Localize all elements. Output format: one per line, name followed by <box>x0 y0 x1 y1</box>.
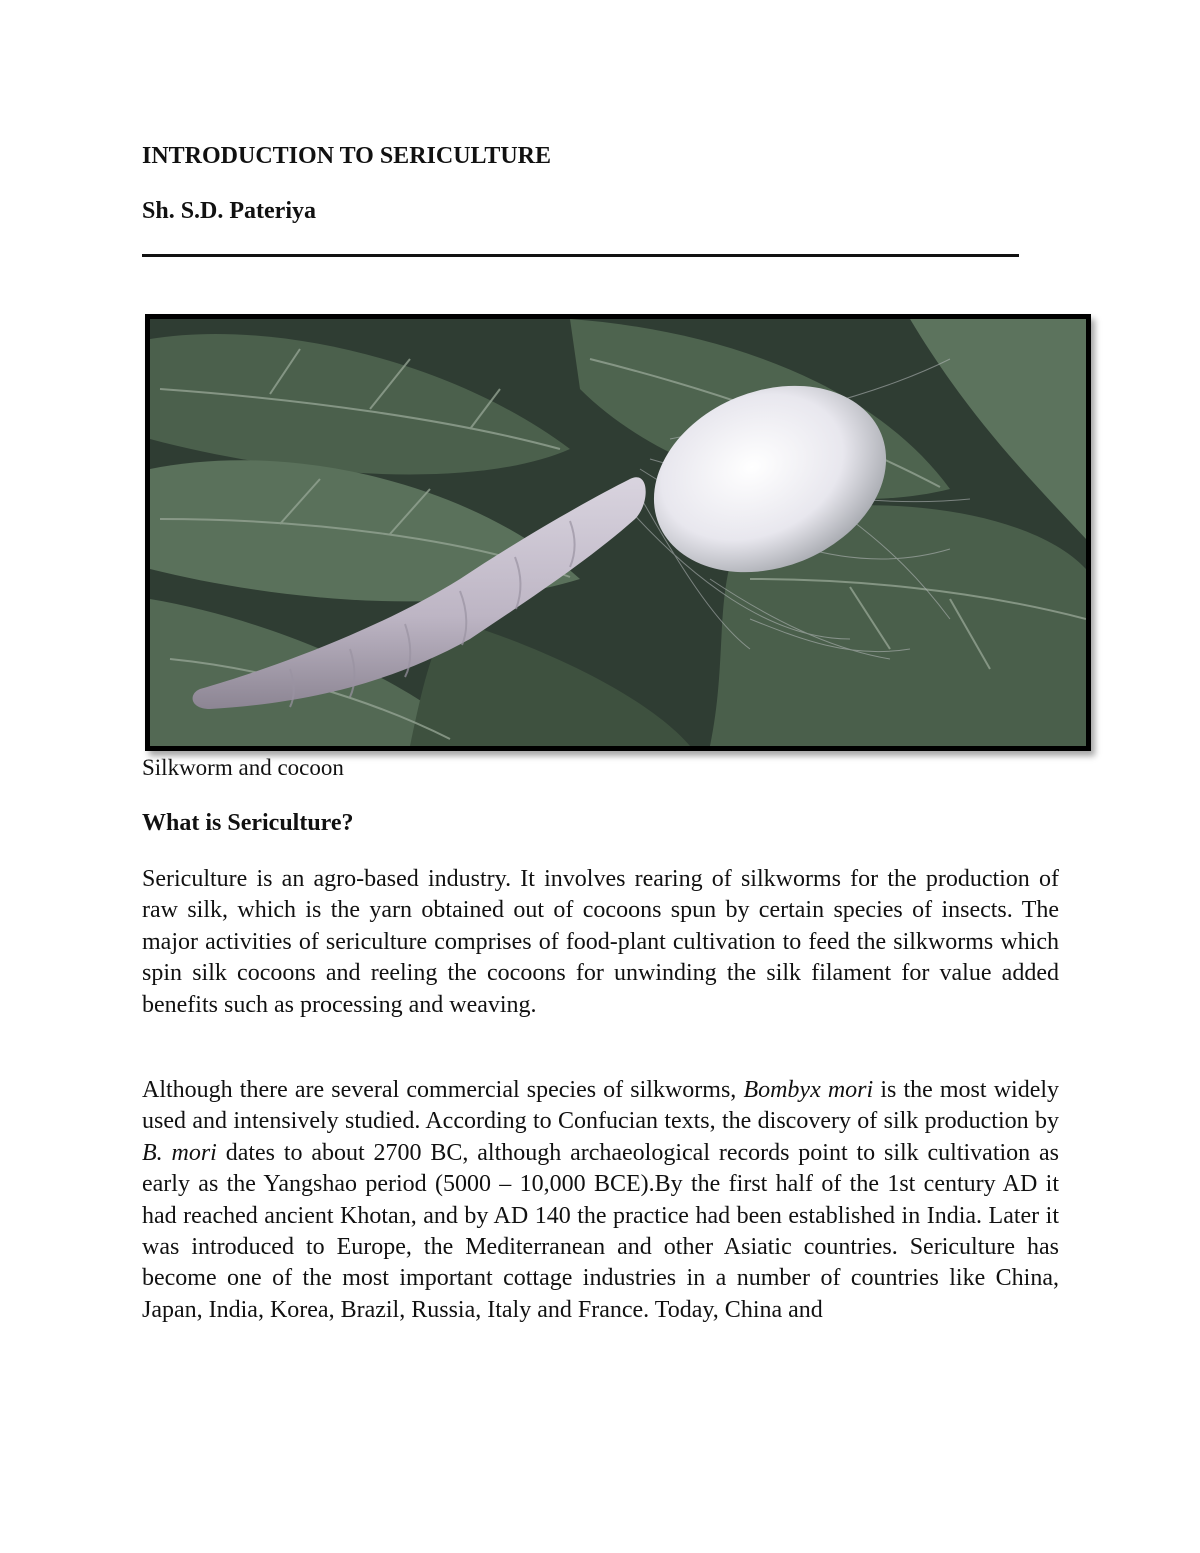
title-divider <box>142 254 1019 257</box>
paragraph-history-text: dates to about 2700 BC, although archaeological records point to silk cultivation as early as the Yangshao period (5000 – 10,000 BCE).By the first half of the 1st century AD it had reached ancient Khotan, and by AD 140 the practice had been established in India. Later it was introduced to Europe, the Mediterranean and other Asiatic countries. Sericulture has become one of the most important cottage industries in a number of countries like China, Japan, India, Korea, Brazil, Russia, Italy and France. Today, China and <box>142 1139 1060 1323</box>
species-name-italic: Bombyx mori <box>743 1077 874 1103</box>
figure-caption: Silkworm and cocoon <box>142 755 344 780</box>
species-abbrev-italic: B. mori <box>142 1139 217 1166</box>
paragraph-history-text: is the most widely used and intensively studied. According to Confucian texts, the discovery of silk production by <box>142 1077 1060 1135</box>
paragraph-history-text: Although there are several commercial species of silkworms, <box>142 1077 744 1103</box>
author-name: Sh. S.D. Pateriya <box>142 198 316 224</box>
paragraph-history <box>142 1075 1059 1326</box>
section-heading: What is Sericulture? <box>142 810 354 836</box>
silkworm-cocoon-photo <box>145 314 1091 751</box>
paragraph-definition: Sericulture is an agro-based industry. It involves rearing of silkworms for the production of raw silk, which is the yarn obtained out of cocoons spun by certain species of insects. The major activities of sericulture comprises of food-plant cultivation to feed the silkworms which spin silk cocoons and reeling the cocoons for unwinding the silk filament for value added benefits such as processing and weaving. <box>142 866 1059 1018</box>
document-title: INTRODUCTION TO SERICULTURE <box>142 143 552 169</box>
